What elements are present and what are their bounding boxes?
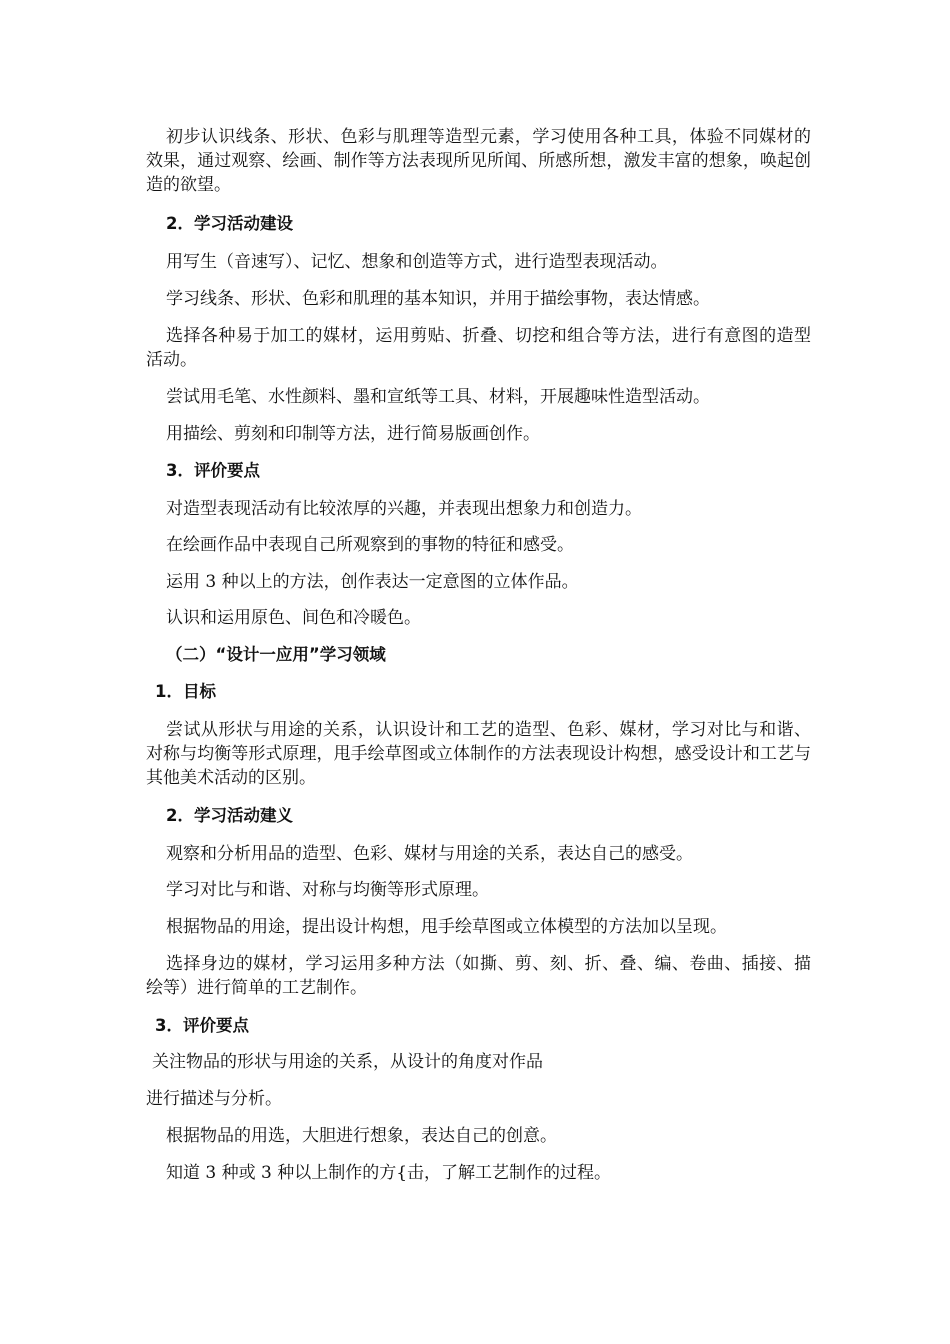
heading-evaluation-2: 3．评价要点 — [155, 1016, 249, 1035]
paragraph: 对造型表现活动有比较浓厚的兴趣，并表现出想象力和创造力。 — [166, 499, 642, 519]
heading-evaluation-1: 3．评价要点 — [166, 461, 260, 480]
paragraph: 根据物品的用途，提出设计构想，甩手绘草图或立体模型的方法加以呈现。 — [166, 917, 727, 937]
heading-goal: 1．目标 — [155, 682, 216, 701]
paragraph: 用描绘、剪刻和印制等方法，进行简易版画创作。 — [166, 424, 540, 444]
paragraph: 选择身边的媒材，学习运用多种方法（如撕、剪、刻、折、叠、编、卷曲、插接、描绘等）进行简单的工艺制作。 — [146, 954, 811, 998]
paragraph-intro: 初步认识线条、形状、色彩与肌理等造型元素，学习使用各种工具，体验不同媒材的效果，通过观察、绘画、制作等方法表现所见所闻、所感所想，激发丰富的想象，唤起创造的欲望。 — [146, 127, 811, 195]
heading-activity-1: 2．学习活动建设 — [166, 214, 293, 233]
section-heading-design: （二）“设计一应用”学习领域 — [166, 645, 386, 664]
paragraph: 在绘画作品中表现自己所观察到的事物的特征和感受。 — [166, 535, 574, 555]
paragraph: 观察和分析用品的造型、色彩、媒材与用途的关系，表达自己的感受。 — [166, 844, 693, 864]
paragraph: 学习对比与和谐、对称与均衡等形式原理。 — [166, 880, 489, 900]
paragraph: 知道 3 种或 3 种以上制作的方{击，了解工艺制作的过程。 — [166, 1163, 612, 1183]
paragraph: 选择各种易于加工的媒材，运用剪贴、折叠、切挖和组合等方法，进行有意图的造型活动。 — [146, 326, 811, 370]
paragraph: 进行描述与分析。 — [146, 1089, 282, 1109]
paragraph: 学习线条、形状、色彩和肌理的基本知识，并用于描绘事物，表达情感。 — [166, 289, 710, 309]
paragraph: 关注物品的形状与用途的关系，从设计的角度对作品 — [152, 1052, 543, 1072]
paragraph: 尝试用毛笔、水性颜料、墨和宣纸等工具、材料，开展趣味性造型活动。 — [166, 387, 710, 407]
paragraph-goal: 尝试从形状与用途的关系，认识设计和工艺的造型、色彩、媒材，学习对比与和谐、对称与均衡等形式原理，甩手绘草图或立体制作的方法表现设计构想，感受设计和工艺与其他美术活动的区别。 — [146, 720, 811, 788]
paragraph: 运用 3 种以上的方法，创作表达一定意图的立体作品。 — [166, 572, 579, 592]
paragraph: 认识和运用原色、间色和冷暖色。 — [166, 608, 421, 628]
paragraph: 用写生（音速写）、记忆、想象和创造等方式，进行造型表现活动。 — [166, 252, 668, 272]
heading-activity-2: 2．学习活动建义 — [166, 806, 293, 825]
paragraph: 根据物品的用选，大胆进行想象，表达自己的创意。 — [166, 1126, 557, 1146]
